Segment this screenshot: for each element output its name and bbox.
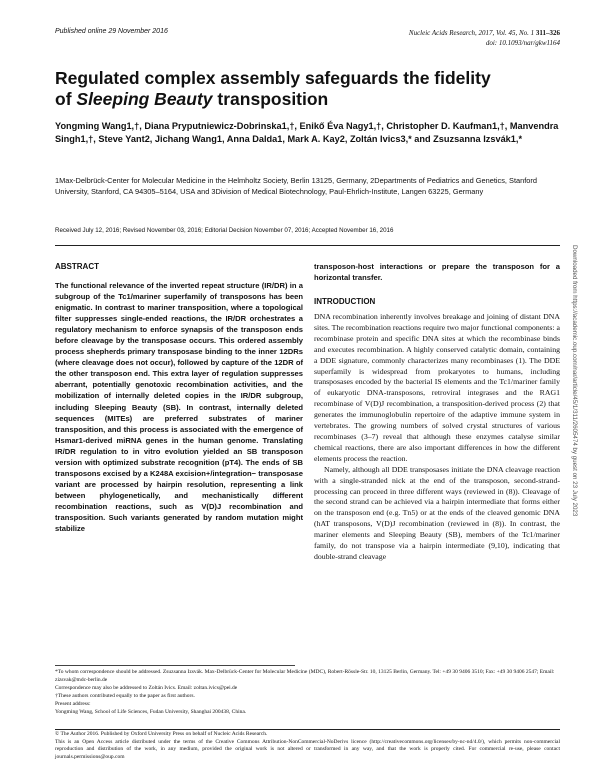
footnote-present-address: Yongming Wang, School of Life Sciences, Fudan University, Shanghai 200438, China.: [55, 709, 247, 715]
title-line-1: Regulated complex assembly safeguards the fidelity: [55, 68, 491, 88]
abstract-continuation: transposon-host interactions or prepare the transposon for a horizontal transfer.: [314, 262, 560, 282]
introduction-heading: INTRODUCTION: [314, 297, 376, 306]
title-line-2-italic: Sleeping Beauty: [76, 89, 213, 109]
title-line-2-prefix: of: [55, 89, 77, 109]
footnote-equal-contribution: †These authors contributed equally to the paper as first authors.: [55, 693, 195, 699]
intro-paragraph-2: Namely, although all DDE transposases initiate the DNA cleavage reaction with a single-stranded nick at the end of the transposon, second-strand-processing can proceed in three different ways (reviewed in (8)). Cleavage of the second strand can be achieved via a hairpin intermediate that forms either on the transposon end (e.g. Tn5) or at the ends of the cleaved genomic DNA (hAT transposons, V(D)J recombination (reviewed in (8)). In contrast, the mariner elements and Sleeping Beauty (SB), members of the Tc1/mariner family, do not transpose via a hairpin intermediate (9,10), indicating that double-strand cleavage: [314, 464, 560, 561]
footnote-present-address-label: Present address:: [55, 701, 91, 707]
copyright-line: © The Author 2016. Published by Oxford University Press on behalf of Nucleic Acids Research.: [55, 731, 268, 737]
abstract-text: The functional relevance of the inverted repeat structure (IR/DR) in a subgroup of the Tc1/mariner superfamily of transposons has been enigmatic. In contrast to mariner transposition, where a topological filter suppresses single-ended reactions, the IR/DR orchestrates a regulatory mechanism to enforce synapsis of the transposon ends before cleavage by the transposase occurs. This ordered assembly process shepherds primary transposase binding to the inner 12DRs (where cleavage does not occur), followed by capture of the 12DR of the other transposon end. This extra layer of regulation suppresses aberrant, potentially genotoxic recombination activities, and the mobilization of internally deleted copies in the IR/DR subgroup, including Sleeping Beauty (SB). In contrast, internally deleted sequences (MITEs) are preferred substrates of mariner transposition, and this process is associated with the emergence of Hsmar1-derived miRNA genes in the human genome. Translating IR/DR regulation to in vitro evolution yielded an SB transposon version with optimized substrate recognition (pT4). The ends of SB transposons excised by a K248A excision+/integration− transposase variant are processed by hairpin resolution, representing a link between phylogenetically, and mechanistically different recombination reactions, such as V(D)J recombination and transposition. Such variants generated by random mutation might stabilize: [55, 281, 303, 534]
affiliations: 1Max-Delbrück-Center for Molecular Medicine in the Helmholtz Society, Berlin 13125, Germany, 2Departments of Pediatrics and Genetics, Stanford University, Stanford, CA 94305–5164, USA and 3Division of Medical Biotechnology, Paul-Ehrlich-Institute, Langen 63225, Germany: [55, 176, 537, 196]
article-title: [55, 68, 555, 110]
journal-line: Nucleic Acids Research, 2017, Vol. 45, No. 1: [408, 29, 535, 37]
download-watermark: Downloaded from https://academic.oup.com/nar/article/45/1/311/2605474 by guest on 23 July 2023: [571, 245, 578, 517]
introduction-text: [314, 312, 560, 563]
author-list: Yongming Wang1,†, Diana Pryputniewicz-Dobrinska1,†, Enikő Éva Nagy1,†, Christopher D. Kaufman1,†, Manvendra Singh1,†, Steve Yant2, Jichang Wang1, Anna Dalda1, Mark A. Kay2, Zoltán Ivics3,* and Zsuzsanna Izsvák1,*: [55, 121, 559, 144]
license: [55, 731, 560, 761]
doi: doi: 10.1093/nar/gkw1164: [485, 39, 560, 47]
footnotes: [55, 668, 560, 716]
intro-paragraph-1: DNA recombination inherently involves breakage and joining of distant DNA sites. The recombination reactions require two major functional components: a recombinase protein and specific DNA sites at which the recombinase binds and executes recombination. A highly conserved catalytic domain, containing a DDE signature, commonly characterizes many recombinases (1). The DDE superfamily is widespread from prokaryotes to humans, including transposases encoded by the bacterial IS elements and the Tc1/mariner family of eukaryotic DNA-transposons, retroviral integrases and the RAG1 recombinase of V(D)J recombination, a transposition-derived process (2) that generates the immunoglobulin repertoire of the adaptive immune system in vertebrates. The growing numbers of solved crystal structures of various recombinases (3–7) reveal that although these enzymes catalyse similar chemical reactions, there are also important differences in how the different elements process the reaction.: [314, 312, 560, 463]
page-range: 311–326: [535, 29, 560, 37]
footnote-divider: [55, 665, 295, 666]
journal-citation: [409, 28, 560, 48]
footnote-correspondence: *To whom correspondence should be addressed. Zsuzsanna Izsvák. Max-Delbrück-Center for Molecular Medicine (MDC), Robert-Rössle-Str. 10, 13125 Berlin, Germany. Tel: +49 30 9406 3510; Fax: +49 30 9406 2547; Email: zizsvak@mdc-berlin.de: [55, 669, 555, 683]
title-line-2-suffix: transposition: [212, 89, 329, 109]
header-divider: [55, 245, 560, 246]
license-text: This is an Open Access article distributed under the terms of the Creative Commons Attribution-NonCommercial-NoDerivs licence (http://creativecommons.org/licenses/by-nc-nd/4.0/), which permits non-commercial reproduction and distribution of the work, in any medium, provided the original work is not altered or transformed in any way, and that the work is properly cited. For commercial re-use, please contact journals.permissions@oup.com: [55, 738, 560, 760]
footnote-correspondence-2: Correspondence may also be addressed to Zoltán Ivics. Email: zoltan.ivics@pei.de: [55, 685, 238, 691]
received-dates: Received July 12, 2016; Revised November 03, 2016; Editorial Decision November 07, 2016; Accepted November 16, 2016: [55, 227, 394, 234]
published-date: Published online 29 November 2016: [55, 28, 168, 35]
license-divider: [55, 729, 560, 730]
abstract-heading: ABSTRACT: [55, 262, 99, 271]
